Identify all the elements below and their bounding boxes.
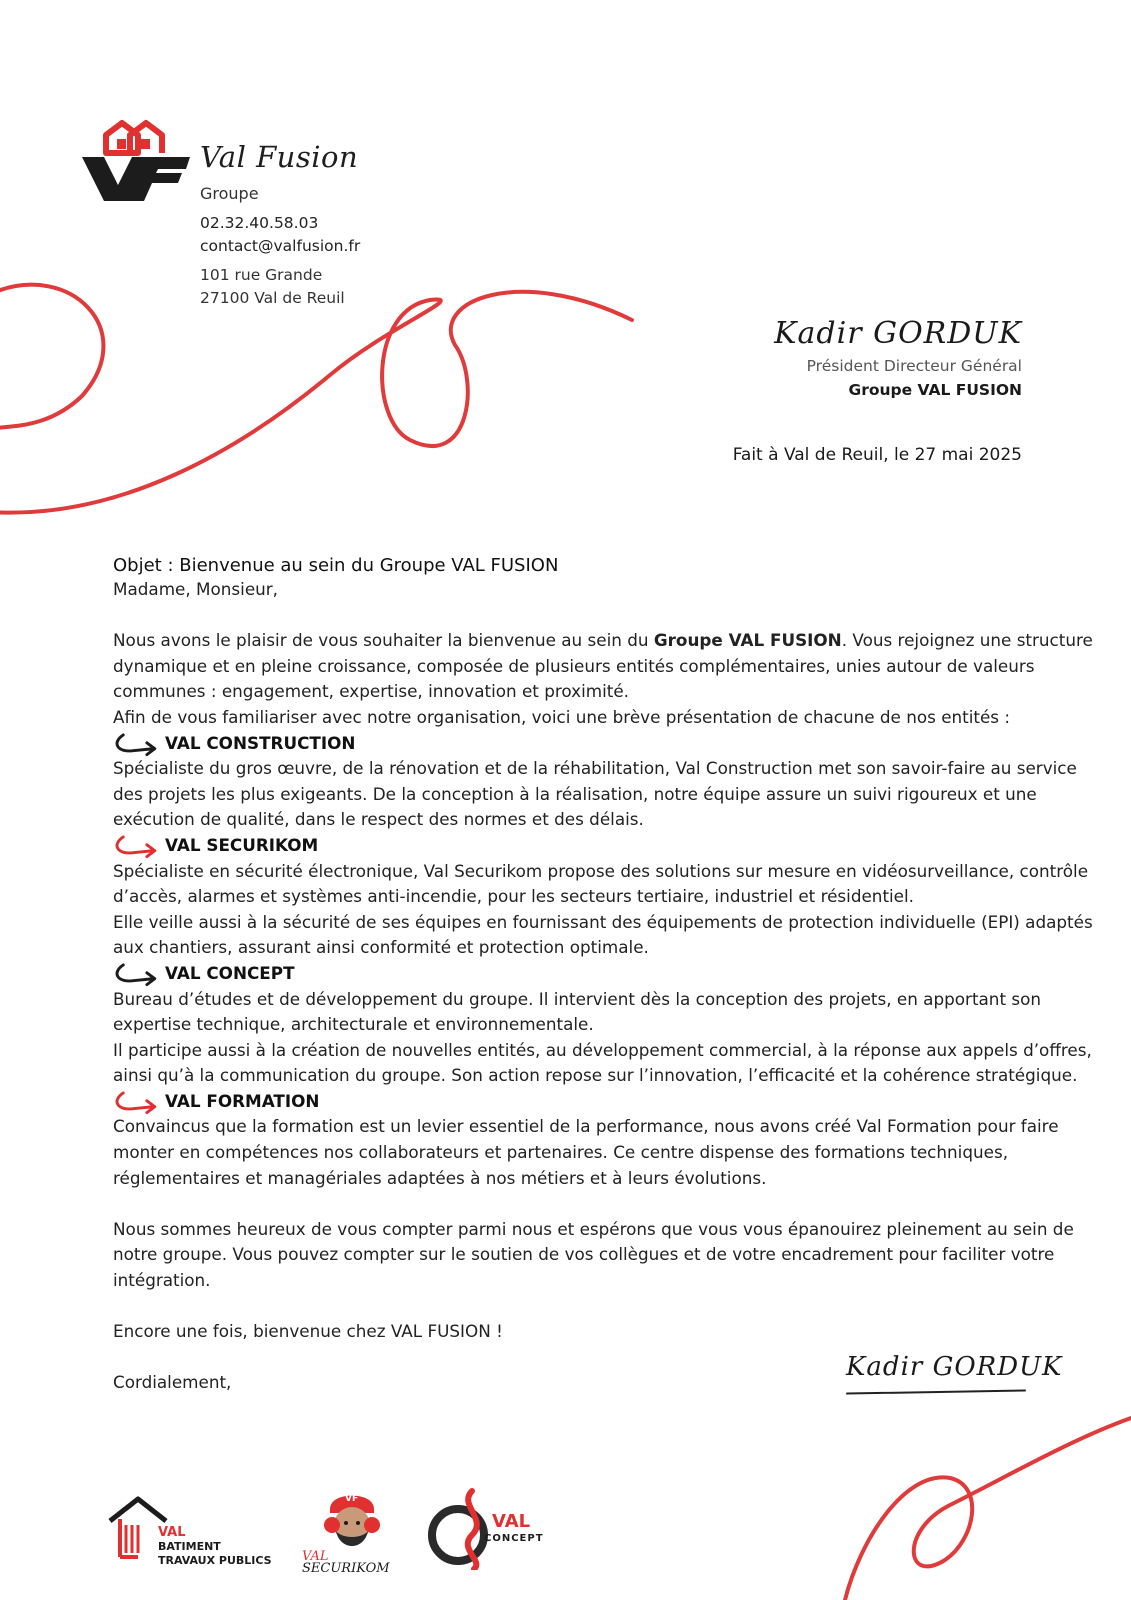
entity-title: VAL CONSTRUCTION — [165, 732, 356, 753]
address-city: 27100 Val de Reuil — [200, 289, 345, 307]
vf-logo — [80, 115, 192, 210]
address-block — [200, 264, 345, 310]
entity-paragraph: Convaincus que la formation est un levier essentiel de la performance, nous avons créé Val Formation pour faire monter en compétences nos collaborateurs et partenaires. Ce centre dispense des formations techniques, réglementaires et managériales adaptées à nos métiers et à leurs évolutions. — [113, 1116, 1059, 1188]
group-name-bold: Groupe VAL FUSION — [653, 630, 842, 651]
signer-organization: Groupe VAL FUSION — [848, 381, 1022, 399]
curved-arrow-icon — [113, 833, 165, 859]
entity-title: VAL SECURIKOM — [165, 834, 319, 855]
curved-arrow-icon — [113, 961, 165, 987]
concept-logo-text-2: CONCEPT — [484, 1533, 544, 1544]
closing-paragraph: Nous sommes heureux de vous compter parmi nous et espérons que vous vous épanouirez pleinement au sein de notre groupe. Vous pouvez compter sur le soutien de vos collègues et de votre encadrement pour faciliter votre intégration. — [113, 1218, 1074, 1291]
entity-paragraph: Spécialiste du gros œuvre, de la rénovation et de la réhabilitation, Val Construction met son savoir-faire au service des projets les plus exigeants. De la conception à la réalisation, notre équipe assure un suivi rigoureux et une exécution de qualité, dans le respect des normes et des délais. — [113, 758, 1077, 830]
handwritten-signature: Kadir GORDUK — [846, 1352, 1063, 1382]
closing-line: Encore une fois, bienvenue chez VAL FUSION ! — [113, 1321, 503, 1342]
regards: Cordialement, — [113, 1372, 232, 1393]
entity-section-securikom — [113, 833, 1093, 961]
address-street: 101 rue Grande — [200, 266, 323, 284]
entity-section-construction — [113, 731, 1093, 833]
btp-logo-text-3: TRAVAUX PUBLICS — [158, 1554, 272, 1567]
entity-title: VAL CONCEPT — [165, 962, 295, 983]
email-address[interactable]: contact@valfusion.fr — [200, 237, 361, 255]
logo-val-securikom — [302, 1485, 402, 1580]
entity-title: VAL FORMATION — [165, 1090, 320, 1111]
btp-logo-text-2: BATIMENT — [158, 1540, 221, 1553]
house-roof-icon — [80, 115, 192, 210]
contact-block — [200, 212, 360, 258]
signer-role: Président Directeur Général — [806, 357, 1022, 375]
letter-date: Fait à Val de Reuil, le 27 mai 2025 — [732, 445, 1022, 465]
signer-block — [774, 316, 1022, 399]
concept-logo-text-1: VAL — [492, 1511, 531, 1532]
securikom-badge: VF — [345, 1494, 359, 1504]
entity-paragraph: Spécialiste en sécurité électronique, Val Securikom propose des solutions sur mesure en vidéosurveillance, contrôle d’accès, alarmes et systèmes anti-incendie, pour les secteurs tertiaire, industriel et résidentiel. — [113, 860, 1089, 907]
phone-number: 02.32.40.58.03 — [200, 214, 319, 232]
curved-arrow-icon — [113, 1089, 165, 1115]
curved-arrow-icon — [113, 731, 165, 757]
securikom-logo-text-2: SECURIKOM — [302, 1561, 390, 1576]
signer-name: Kadir GORDUK — [774, 316, 1022, 351]
entity-section-concept — [113, 961, 1093, 1089]
entity-section-formation — [113, 1089, 1093, 1191]
top-swirl-line — [0, 285, 632, 513]
logo-val-concept — [428, 1485, 558, 1570]
entity-paragraph: Il participe aussi à la création de nouvelles entités, au développement commercial, à la réponse aux appels d’offres, ainsi qu’à la communication du groupe. Son action repose sur l’innovation, l’efficacité et la cohérence stratégique. — [113, 1039, 1092, 1086]
presentation-line: Afin de vous familiariser avec notre organisation, voici une brève présentation de chacune de nos entités : — [113, 706, 1011, 727]
btp-logo-text-1: VAL — [158, 1525, 186, 1540]
salutation: Madame, Monsieur, — [113, 579, 279, 599]
securikom-logo-text-1: VAL — [302, 1549, 329, 1564]
entity-paragraph: Bureau d’études et de développement du groupe. Il intervient dès la conception des projets, en apportant son expertise technique, architecturale et environnementale. — [113, 988, 1041, 1035]
letter-subject: Objet : Bienvenue au sein du Groupe VAL FUSION — [113, 555, 559, 576]
bottom-swirl-line — [845, 1418, 1131, 1600]
entity-paragraph: Elle veille aussi à la sécurité de ses équipes en fournissant des équipements de protection individuelle (EPI) adaptés aux chantiers, assurant ainsi conformité et protection optimale. — [113, 911, 1093, 958]
company-name: Val Fusion — [200, 140, 359, 174]
intro-paragraph: Nous avons le plaisir de vous souhaiter la bienvenue au sein du Groupe VAL FUSION. Vous rejoignez une structure dynamique et en pleine croissance, composée de plusieurs entités complémentaires, unies autour de valeurs communes : engagement, expertise, innovation et proximité. — [113, 630, 1093, 702]
logo-val-btp — [108, 1495, 278, 1570]
letter-body — [113, 555, 1093, 1396]
company-subtitle: Groupe — [200, 184, 259, 203]
